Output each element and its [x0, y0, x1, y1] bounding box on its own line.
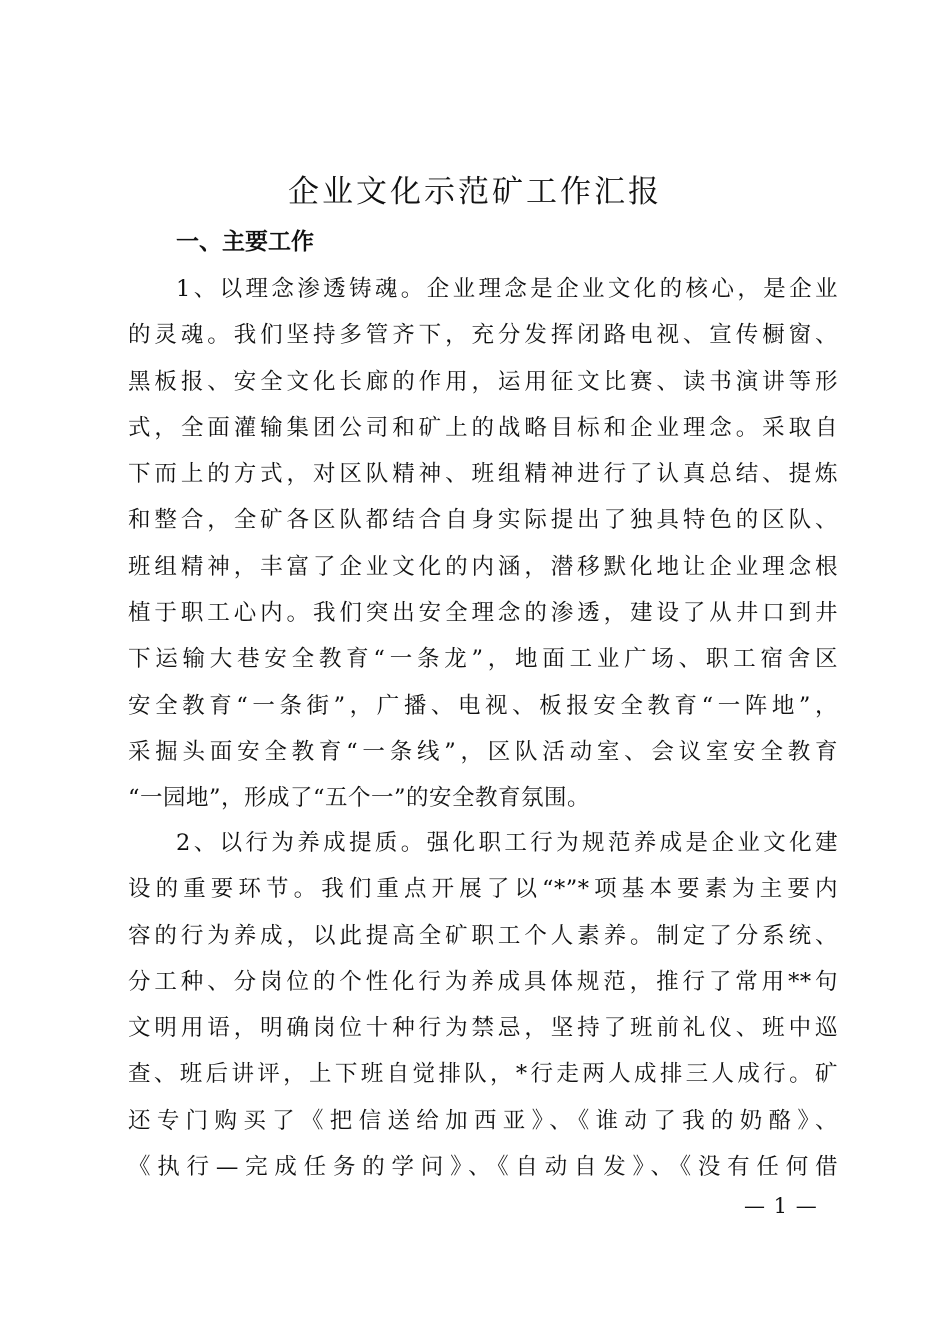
text-line: 的灵魂。我们坚持多管齐下，充分发挥闭路电视、宣传橱窗、 [128, 322, 838, 349]
text-line: 1、以理念渗透铸魂。企业理念是企业文化的核心，是企业 [176, 276, 838, 302]
text-line: 安全教育“一条街”，广播、电视、板报安全教育“一阵地”， [128, 692, 838, 719]
text-line: 黑板报、安全文化长廊的作用，运用征文比赛、读书演讲等形 [128, 368, 838, 395]
text-line: 容的行为养成，以此提高全矿职工个人素养。制定了分系统、 [128, 922, 838, 949]
text-line: 2、以行为养成提质。强化职工行为规范养成是企业文化建 [176, 830, 838, 856]
paragraph-2 [128, 820, 838, 1190]
text-line: 还专门购买了《把信送给加西亚》、《谁动了我的奶酪》、 [128, 1107, 838, 1134]
document-title: 企业文化示范矿工作汇报 [288, 174, 662, 210]
text-line: 设的重要环节。我们重点开展了以“*”*项基本要素为主要内 [128, 876, 838, 903]
paragraph-1 [128, 266, 838, 822]
text-line: 和整合，全矿各区队都结合自身实际提出了独具特色的区队、 [128, 507, 838, 534]
text-line: 班组精神，丰富了企业文化的内涵，潜移默化地让企业理念根 [128, 553, 838, 580]
text-line: 采掘头面安全教育“一条线”，区队活动室、会议室安全教育 [128, 738, 838, 765]
text-line: 查、班后讲评，上下班自觉排队，*行走两人成排三人成行。矿 [128, 1061, 838, 1088]
text-line: 文明用语，明确岗位十种行为禁忌，坚持了班前礼仪、班中巡 [128, 1015, 838, 1042]
text-line: 式，全面灌输集团公司和矿上的战略目标和企业理念。采取自 [128, 414, 838, 441]
text-line: 下而上的方式，对区队精神、班组精神进行了认真总结、提炼 [128, 461, 838, 488]
page-number: — 1 — [744, 1194, 818, 1218]
text-line: “一园地”，形成了“五个一”的安全教育氛围。 [128, 785, 591, 812]
text-line: 《执行—完成任务的学问》、《自动自发》、《没有任何借 [128, 1154, 838, 1181]
section-heading: 一、主要工作 [176, 229, 314, 255]
text-line: 分工种、分岗位的个性化行为养成具体规范，推行了常用**句 [128, 968, 838, 995]
text-line: 植于职工心内。我们突出安全理念的渗透，建设了从井口到井 [128, 600, 838, 627]
text-line: 下运输大巷安全教育“一条龙”，地面工业广场、职工宿舍区 [128, 646, 838, 673]
